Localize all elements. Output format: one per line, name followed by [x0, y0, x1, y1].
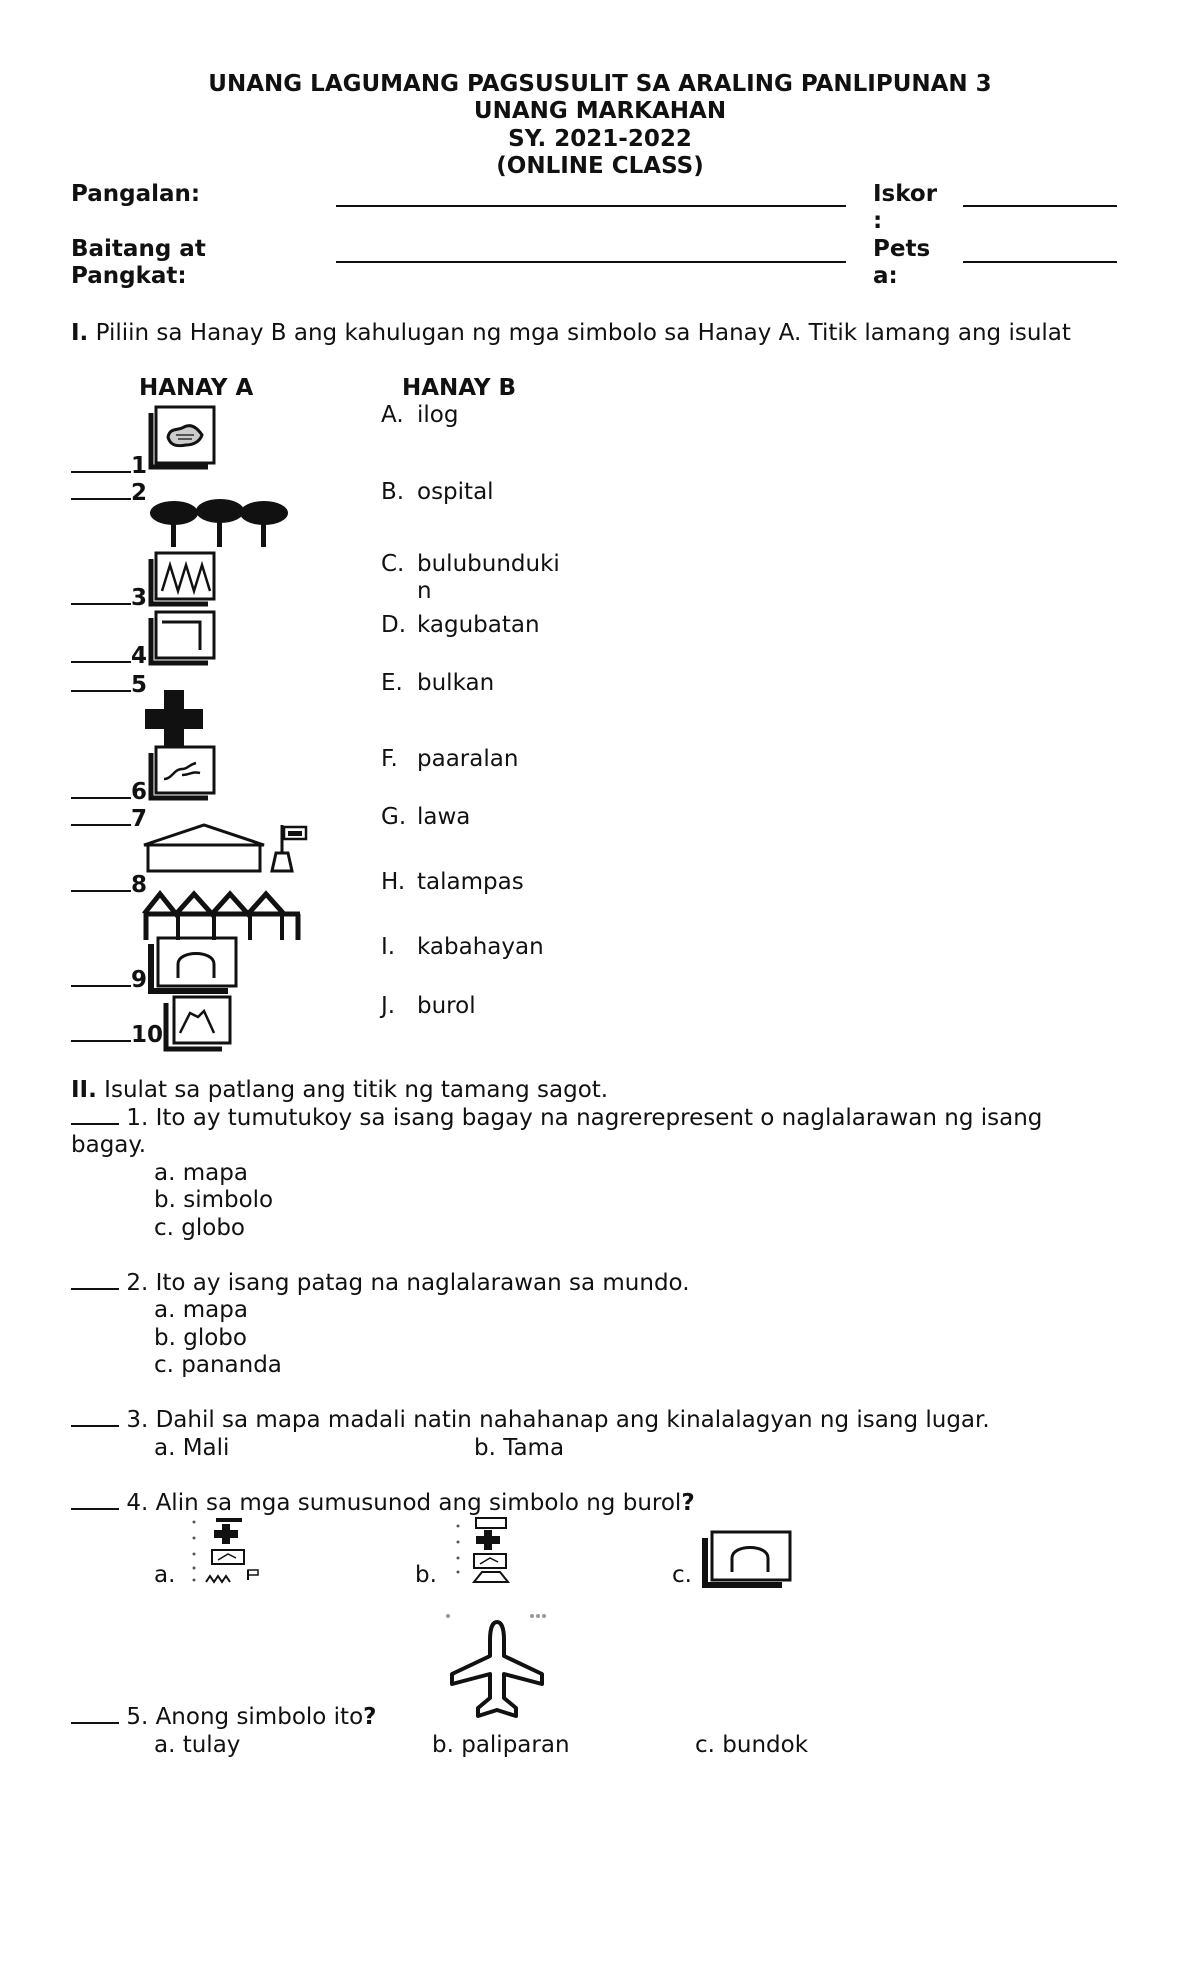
airplane-icon — [442, 1612, 552, 1728]
item-4[interactable]: 4 — [71, 643, 147, 670]
mixed-symbols-icon — [452, 1516, 542, 1584]
answer-blank-5[interactable] — [71, 1722, 119, 1724]
part2-number: II. — [71, 1077, 97, 1103]
date-field[interactable] — [963, 261, 1117, 263]
choice-h: H. — [381, 869, 406, 895]
item-2[interactable]: 2 — [71, 480, 147, 507]
hill-symbol-icon — [148, 936, 240, 994]
hospital-cross-icon — [145, 690, 203, 748]
question-1[interactable]: 1. Ito ay tumutukoy sa isang bagay na nagrerepresent o naglalarawan ng isang — [71, 1105, 1042, 1132]
q2-option-a: a. mapa — [154, 1297, 248, 1323]
q1-option-a: a. mapa — [154, 1160, 248, 1186]
part2-instruction-text: Isulat sa patlang ang titik ng tamang sagot. — [104, 1077, 609, 1103]
q1-option-b: b. simbolo — [154, 1187, 274, 1213]
choice-i-text: kabahayan — [417, 934, 544, 960]
mixed-symbols-icon — [188, 1516, 278, 1584]
choice-a-text: ilog — [417, 402, 459, 428]
answer-blank-3[interactable] — [71, 1425, 119, 1427]
date-label-2: a: — [873, 263, 898, 289]
q5-option-c: c. bundok — [695, 1732, 809, 1758]
choice-e: E. — [381, 670, 403, 696]
title-line-3: SY. 2021-2022 — [508, 126, 692, 152]
q4-option-a: a. — [154, 1562, 176, 1588]
volcano-symbol-icon — [162, 995, 234, 1053]
score-label: Iskor — [873, 181, 938, 207]
q2-option-b: b. globo — [154, 1325, 247, 1351]
item-9[interactable]: 9 — [71, 967, 147, 994]
item-10[interactable]: 10 — [71, 1022, 163, 1049]
item-1[interactable]: 1 — [71, 453, 147, 480]
q3-option-a: a. Mali — [154, 1435, 230, 1461]
choice-c: C. — [381, 551, 405, 577]
part2-instruction — [71, 1077, 608, 1104]
hill-symbol-icon — [702, 1530, 794, 1588]
choice-j: J. — [381, 993, 396, 1019]
question-1-cont: bagay. — [71, 1132, 147, 1158]
answer-blank-1[interactable] — [71, 1123, 119, 1125]
name-label: Pangalan: — [71, 181, 201, 207]
choice-c-text: bulubunduki — [417, 551, 560, 577]
score-field[interactable] — [963, 205, 1117, 207]
choice-b: B. — [381, 479, 405, 505]
col-a-header: HANAY A — [139, 375, 254, 401]
part1-instruction-text: Piliin sa Hanay B ang kahulugan ng mga simbolo sa Hanay A. Titik lamang ang isulat — [95, 320, 1071, 346]
q5-option-b: b. paliparan — [432, 1732, 570, 1758]
choice-f: F. — [381, 746, 398, 772]
lake-map-symbol-icon — [148, 405, 218, 471]
choice-g: G. — [381, 804, 407, 830]
school-flag-icon — [140, 823, 310, 873]
question-3[interactable]: 3. Dahil sa mapa madali natin nahahanap ang kinalalagyan ng isang lugar. — [71, 1407, 990, 1434]
name-field[interactable] — [336, 205, 846, 207]
choice-f-text: paaralan — [417, 746, 519, 772]
choice-a: A. — [381, 402, 404, 428]
title-line-1: UNANG LAGUMANG PAGSUSULIT SA ARALING PANLIPUNAN 3 — [208, 71, 992, 97]
q5-option-a: a. tulay — [154, 1732, 241, 1758]
forest-trees-icon — [150, 497, 290, 549]
choice-d: D. — [381, 612, 407, 638]
question-4[interactable]: 4. Alin sa mga sumusunod ang simbolo ng burol? — [71, 1490, 695, 1517]
choice-j-text: burol — [417, 993, 476, 1019]
choice-h-text: talampas — [417, 869, 524, 895]
answer-blank-4[interactable] — [71, 1508, 119, 1510]
col-b-header: HANAY B — [402, 375, 517, 401]
mountain-range-symbol-icon — [148, 551, 218, 607]
q1-option-c: c. globo — [154, 1215, 246, 1241]
grade-label-2: Pangkat: — [71, 263, 187, 289]
date-label-1: Pets — [873, 236, 931, 262]
item-6[interactable]: 6 — [71, 779, 147, 806]
plateau-symbol-icon — [148, 610, 218, 666]
question-2[interactable]: 2. Ito ay isang patag na naglalarawan sa mundo. — [71, 1270, 690, 1297]
question-5[interactable]: 5. Anong simbolo ito? — [71, 1704, 376, 1731]
choice-d-text: kagubatan — [417, 612, 540, 638]
item-8[interactable]: 8 — [71, 872, 147, 899]
choice-g-text: lawa — [417, 804, 471, 830]
score-colon: : — [873, 208, 883, 234]
title-line-4: (ONLINE CLASS) — [496, 153, 704, 179]
choice-i: I. — [381, 934, 396, 960]
answer-blank-2[interactable] — [71, 1288, 119, 1290]
q3-option-b: b. Tama — [474, 1435, 565, 1461]
houses-icon — [142, 884, 302, 940]
item-3[interactable]: 3 — [71, 585, 147, 612]
choice-b-text: ospital — [417, 479, 494, 505]
choice-c-text-2: n — [417, 578, 432, 604]
grade-label-1: Baitang at — [71, 236, 206, 262]
grade-field[interactable] — [336, 261, 846, 263]
choice-e-text: bulkan — [417, 670, 495, 696]
title-line-2: UNANG MARKAHAN — [473, 98, 727, 124]
river-symbol-icon — [148, 745, 218, 801]
part1-instruction — [71, 320, 1071, 347]
q4-option-b: b. — [415, 1562, 437, 1588]
q4-option-c: c. — [672, 1562, 692, 1588]
part1-number: I. — [71, 320, 89, 346]
item-7[interactable]: 7 — [71, 806, 147, 833]
q2-option-c: c. pananda — [154, 1352, 282, 1378]
item-5[interactable]: 5 — [71, 672, 147, 699]
